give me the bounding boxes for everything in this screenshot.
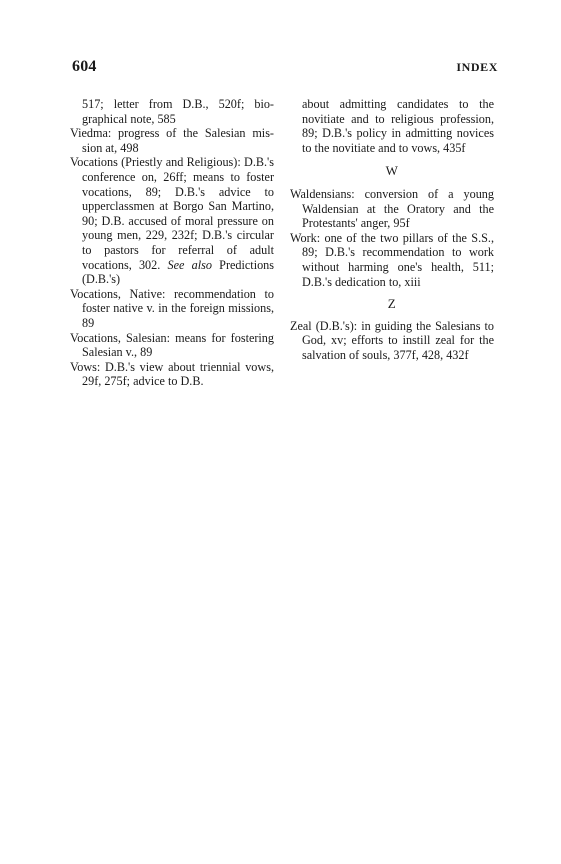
index-entry: Viedma: progress of the Salesian mis-sion at, 498	[70, 126, 274, 155]
index-entry-text: Vocations (Priestly and Religious): D.B.'s conference on, 26ff; means to foster vocations, 89; D.B.'s advice to upperclassmen at Borgo San Martino, 90; D.B. accused of moral pressure on young men, 229, 232f; D.B.'s circular to pastors for referral of adult vocations, 302.	[70, 155, 274, 272]
index-entry	[70, 155, 274, 286]
index-entry: Zeal (D.B.'s): in guiding the Salesians to God, xv; efforts to instill zeal for the salvation of souls, 377f, 428, 432f	[290, 318, 494, 362]
index-entry-text: Predictions (D.B.'s)	[82, 257, 275, 287]
section-letter-z: Z	[387, 296, 397, 312]
index-column-right	[290, 97, 494, 363]
index-entry: Work: one of the two pillars of the S.S., 89; D.B.'s recommendation to work without harming one's health, 511; D.B.'s dedication to, xiii	[290, 230, 494, 289]
see-also-reference: See also	[167, 257, 212, 272]
running-head: INDEX	[456, 60, 498, 74]
index-column-left	[70, 97, 274, 389]
index-entry: Waldensians: conversion of a young Waldensian at the Oratory and the Protestants' anger, 95f	[290, 186, 494, 231]
index-entry: 517; letter from D.B., 520f; bio-graphical note, 585	[82, 97, 274, 126]
index-entry: Vocations, Native: recommendation to foster native v. in the foreign missions, 89	[70, 286, 274, 330]
section-letter-w: W	[385, 163, 399, 179]
index-entry: about admitting candidates to the novitiate and to religious profession, 89; D.B.'s policy in admitting novices to the novitiate and to vows, 435f	[302, 97, 494, 155]
page-number: 604	[72, 58, 97, 75]
index-entry: Vocations, Salesian: means for fostering Salesian v., 89	[70, 330, 274, 360]
index-entry: Vows: D.B.'s view about triennial vows, 29f, 275f; advice to D.B.	[70, 359, 274, 389]
